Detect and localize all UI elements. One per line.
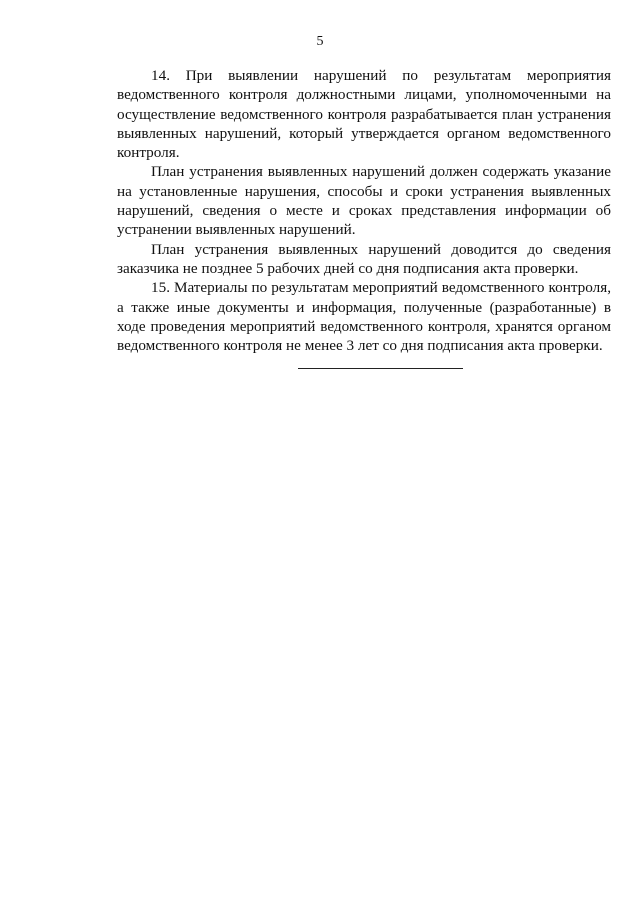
paragraph-plan-content: План устранения выявленных нарушений должен содержать указание на установленные нарушения, способы и сроки устранения выявленных нарушений, сведения о месте и сроках представления информации об устранении выявленных нарушений. xyxy=(117,163,611,239)
end-separator-line xyxy=(298,368,463,369)
document-body xyxy=(117,66,611,355)
paragraph-14: 14. При выявлении нарушений по результатам мероприятия ведомственного контроля должностными лицами, уполномоченными на осуществление ведомственного контроля разрабатывается план устранения выявленных нарушений, который утверждается органом ведомственного контроля. xyxy=(117,67,611,162)
paragraph-plan-delivery: План устранения выявленных нарушений доводится до сведения заказчика не позднее 5 рабочих дней со дня подписания акта проверки. xyxy=(117,240,611,277)
paragraph-15: 15. Материалы по результатам мероприятий ведомственного контроля, а также иные документы и информация, полученные (разработанные) в ходе проведения мероприятий ведомственного контроля, хранятся органом ведомственного контроля не менее 3 лет со дня подписания акта проверки. xyxy=(117,279,611,355)
page-number: 5 xyxy=(316,34,324,49)
